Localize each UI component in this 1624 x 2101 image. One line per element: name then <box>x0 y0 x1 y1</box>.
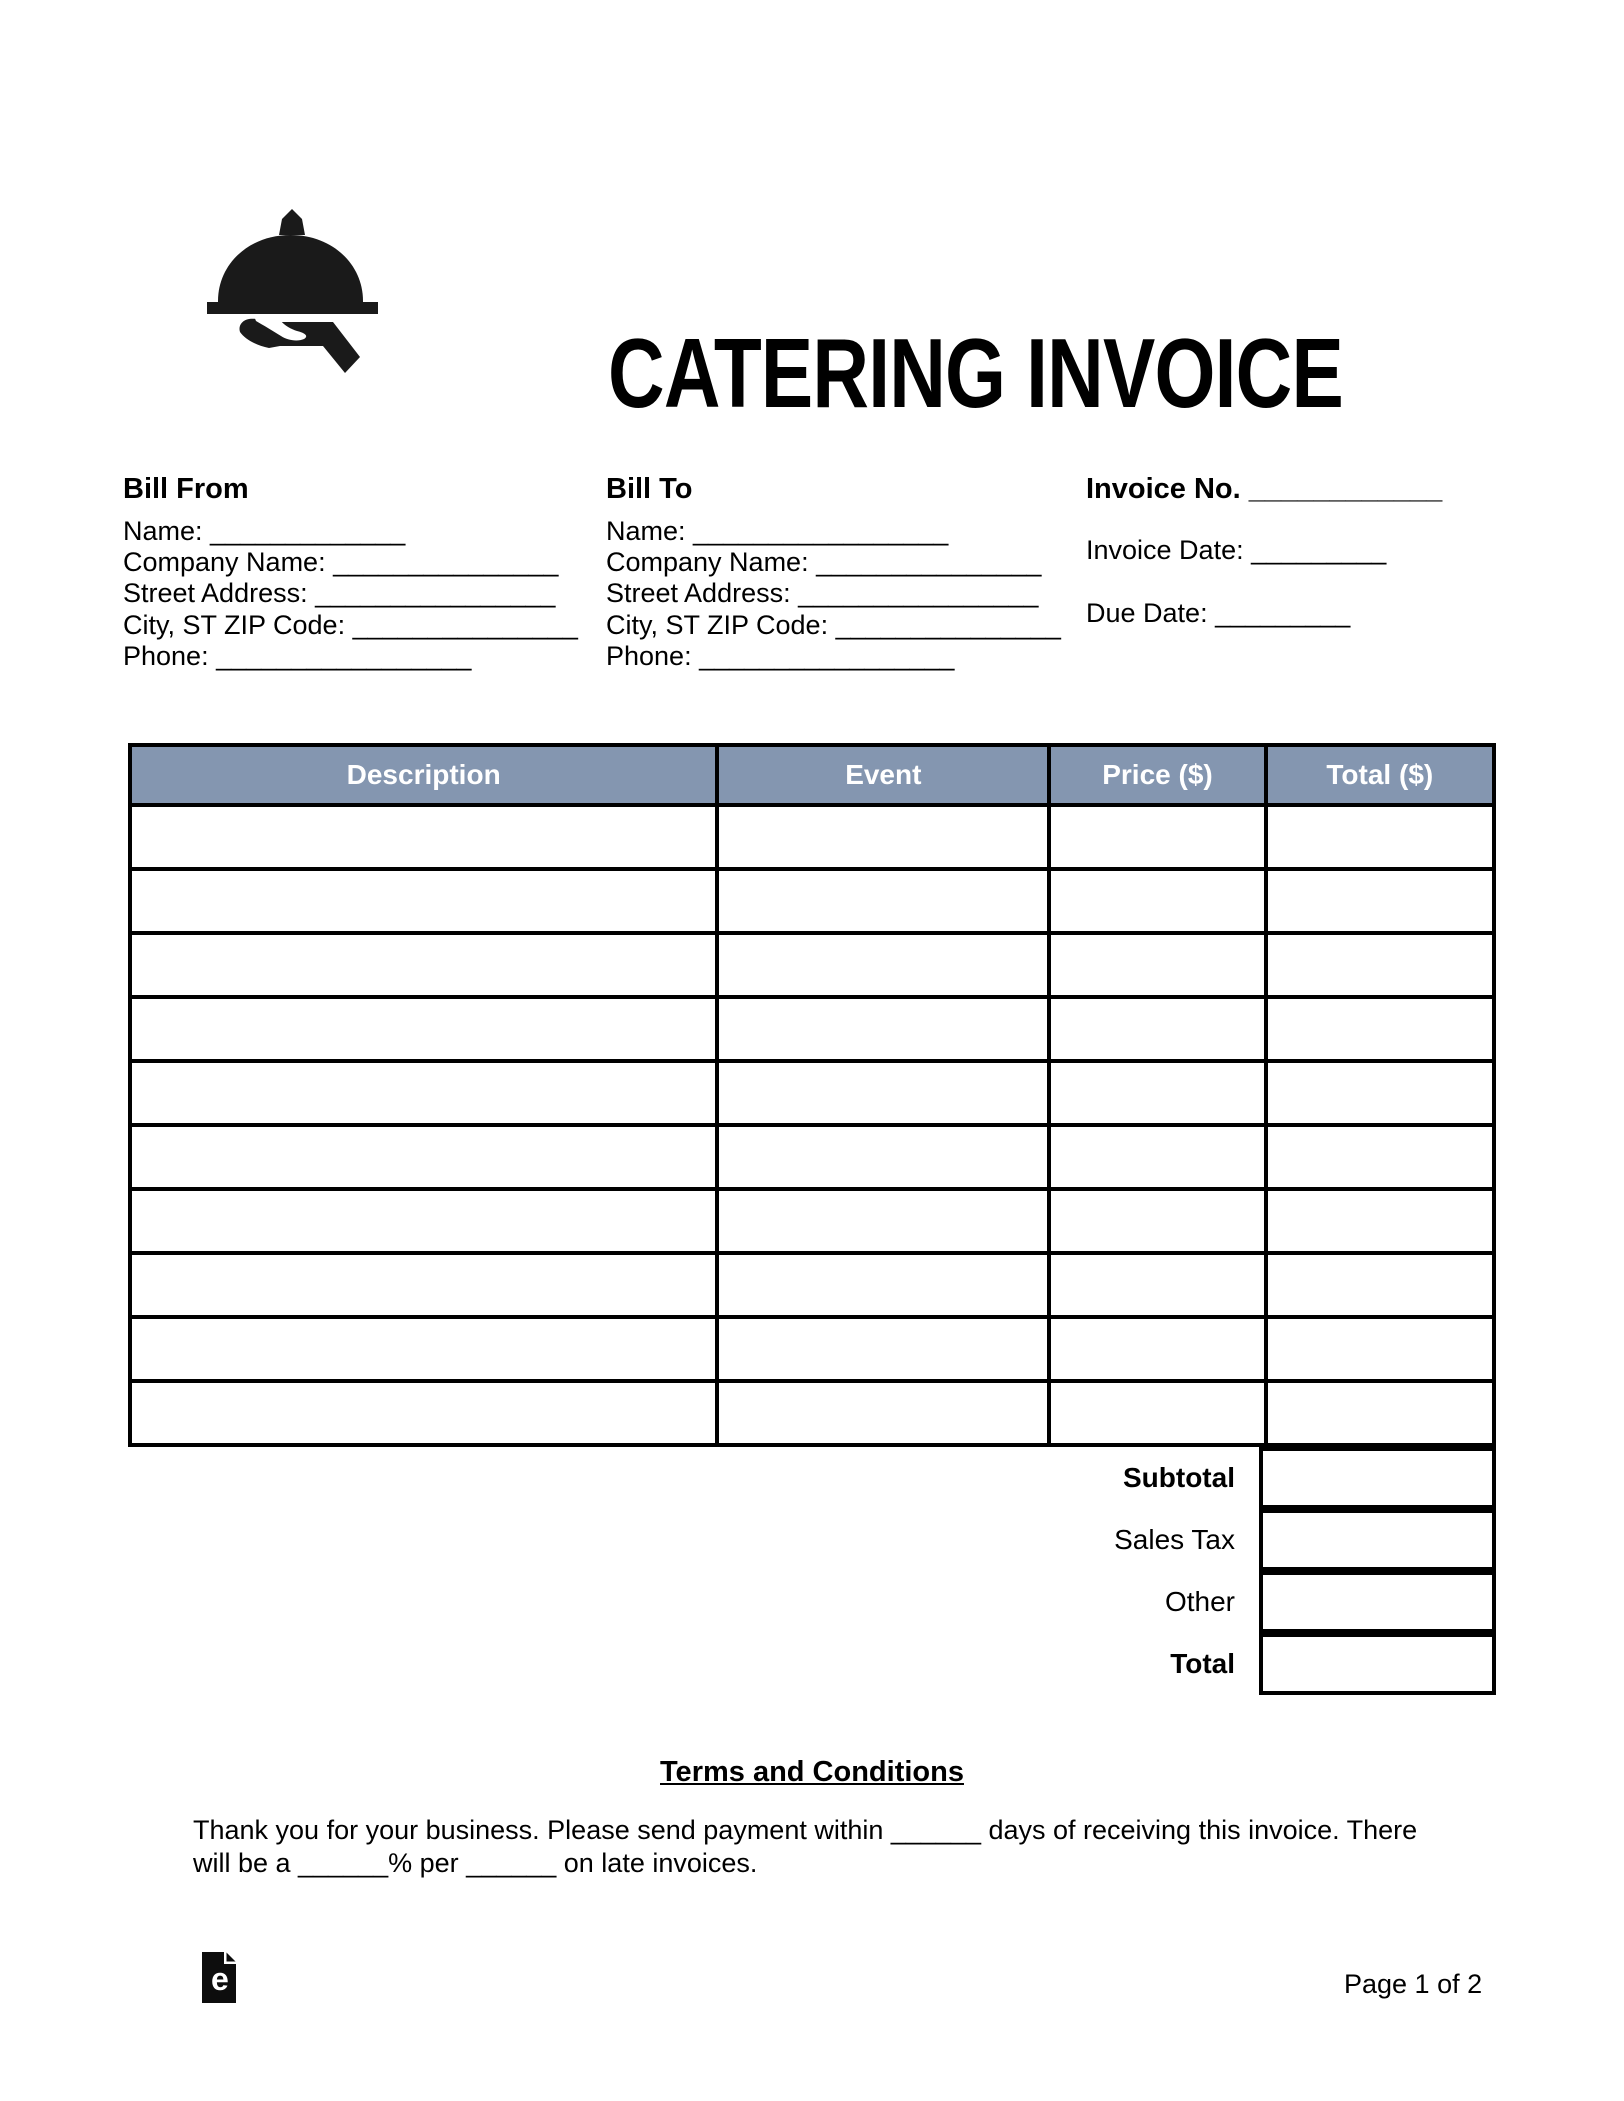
name-label: Name: <box>123 516 203 546</box>
bill-from-section <box>123 472 593 672</box>
table-cell[interactable] <box>1049 1125 1265 1189</box>
name-blank[interactable]: _________________ <box>693 516 949 546</box>
invoice-number-label: Invoice No. <box>1086 473 1241 505</box>
table-cell[interactable] <box>1049 805 1265 869</box>
column-header-price: Price ($) <box>1049 745 1265 805</box>
due-date-line <box>1086 598 1506 629</box>
table-cell[interactable] <box>717 869 1049 933</box>
page-number: Page 1 of 2 <box>1344 1969 1483 1999</box>
bill-from-name-line <box>123 516 593 547</box>
table-cell[interactable] <box>1266 1317 1494 1381</box>
items-table-header-row <box>130 745 1494 805</box>
table-cell[interactable] <box>717 1317 1049 1381</box>
subtotal-value-box[interactable] <box>1259 1447 1496 1509</box>
table-cell[interactable] <box>130 933 717 997</box>
street-label: Street Address: <box>606 578 791 609</box>
table-row <box>130 933 1494 997</box>
company-label: Company Name: <box>123 547 326 578</box>
bill-from-phone-line <box>123 641 593 672</box>
terms-line-1: Thank you for your business. Please send payment within ______ days of receiving this invoice. There <box>193 1815 1418 1845</box>
table-cell[interactable] <box>130 1381 717 1445</box>
items-table-body <box>130 805 1494 1445</box>
bill-to-section <box>606 472 1076 672</box>
other-value-box[interactable] <box>1259 1571 1496 1633</box>
terms-heading: Terms and Conditions <box>660 1756 964 1788</box>
bill-to-heading: Bill To <box>606 473 693 505</box>
subtotal-row <box>128 1447 1496 1509</box>
phone-label: Phone: <box>123 640 209 671</box>
name-label: Name: <box>606 516 686 546</box>
street-label: Street Address: <box>123 578 308 609</box>
company-blank[interactable]: _______________ <box>816 547 1042 578</box>
table-row <box>130 869 1494 933</box>
company-blank[interactable]: _______________ <box>333 547 559 578</box>
sales-tax-value-box[interactable] <box>1259 1509 1496 1571</box>
table-cell[interactable] <box>1266 1189 1494 1253</box>
bill-to-city-line <box>606 610 1076 641</box>
table-cell[interactable] <box>130 997 717 1061</box>
column-header-description: Description <box>130 745 717 805</box>
due-date-label: Due Date: <box>1086 598 1208 629</box>
invoice-date-blank[interactable]: _________ <box>1251 535 1387 565</box>
table-cell[interactable] <box>717 933 1049 997</box>
table-cell[interactable] <box>130 1189 717 1253</box>
other-row <box>128 1571 1496 1633</box>
table-cell[interactable] <box>1266 997 1494 1061</box>
table-cell[interactable] <box>1049 1317 1265 1381</box>
eforms-logo-icon <box>202 1952 236 2003</box>
sales-tax-label: Sales Tax <box>1114 1524 1235 1555</box>
table-cell[interactable] <box>717 1189 1049 1253</box>
table-row <box>130 1125 1494 1189</box>
bill-from-street-line <box>123 578 593 609</box>
table-cell[interactable] <box>130 1061 717 1125</box>
page-title: CATERING INVOICE <box>608 318 1343 428</box>
catering-cloche-icon <box>198 198 378 383</box>
phone-blank[interactable]: _________________ <box>216 640 472 671</box>
terms-paragraph <box>193 1814 1453 1880</box>
table-row <box>130 1189 1494 1253</box>
name-blank[interactable]: _____________ <box>210 516 406 546</box>
table-cell[interactable] <box>717 1061 1049 1125</box>
bill-from-company-line <box>123 547 593 578</box>
invoice-number-line <box>1086 472 1506 506</box>
table-cell[interactable] <box>1049 1253 1265 1317</box>
due-date-blank[interactable]: _________ <box>1215 598 1351 629</box>
table-row <box>130 805 1494 869</box>
street-blank[interactable]: ________________ <box>798 578 1039 609</box>
other-label: Other <box>1164 1586 1235 1617</box>
bill-to-street-line <box>606 578 1076 609</box>
table-cell[interactable] <box>1049 1189 1265 1253</box>
street-blank[interactable]: ________________ <box>315 578 556 609</box>
table-cell[interactable] <box>1266 805 1494 869</box>
invoice-date-line <box>1086 535 1506 566</box>
subtotal-label: Subtotal <box>1123 1462 1235 1493</box>
invoice-number-blank[interactable]: ____________ <box>1248 473 1443 505</box>
bill-from-city-line <box>123 610 593 641</box>
bill-to-company-line <box>606 547 1076 578</box>
city-blank[interactable]: _______________ <box>835 609 1061 640</box>
bill-from-heading: Bill From <box>123 473 249 505</box>
total-value-box[interactable] <box>1259 1633 1496 1695</box>
table-row <box>130 1253 1494 1317</box>
table-cell[interactable] <box>1049 933 1265 997</box>
table-cell[interactable] <box>1266 1061 1494 1125</box>
total-label: Total <box>1170 1648 1235 1679</box>
bill-to-name-line <box>606 516 1076 547</box>
table-cell[interactable] <box>1266 869 1494 933</box>
table-cell[interactable] <box>1049 869 1265 933</box>
table-cell[interactable] <box>1049 997 1265 1061</box>
sales-tax-row <box>128 1509 1496 1571</box>
table-cell[interactable] <box>717 1125 1049 1189</box>
bill-to-phone-line <box>606 641 1076 672</box>
terms-line-2: will be a ______% per ______ on late invoices. <box>193 1848 758 1878</box>
phone-blank[interactable]: _________________ <box>699 640 955 671</box>
column-header-total: Total ($) <box>1266 745 1494 805</box>
table-cell[interactable] <box>1049 1381 1265 1445</box>
total-row <box>128 1633 1496 1695</box>
table-row <box>130 1317 1494 1381</box>
city-label: City, ST ZIP Code: <box>606 609 829 640</box>
table-cell[interactable] <box>130 1253 717 1317</box>
table-cell[interactable] <box>1049 1061 1265 1125</box>
table-row <box>130 997 1494 1061</box>
table-row <box>130 1381 1494 1445</box>
svg-text:e: e <box>211 1961 229 1997</box>
table-cell[interactable] <box>717 1253 1049 1317</box>
phone-label: Phone: <box>606 640 692 671</box>
column-header-event: Event <box>717 745 1049 805</box>
items-table-section <box>128 743 1496 1695</box>
invoice-date-label: Invoice Date: <box>1086 535 1244 565</box>
table-cell[interactable] <box>717 1381 1049 1445</box>
invoice-meta-section <box>1086 472 1506 661</box>
table-cell[interactable] <box>130 1125 717 1189</box>
table-cell[interactable] <box>1266 1125 1494 1189</box>
table-cell[interactable] <box>717 805 1049 869</box>
table-cell[interactable] <box>717 997 1049 1061</box>
table-row <box>130 1061 1494 1125</box>
table-cell[interactable] <box>130 1317 717 1381</box>
table-cell[interactable] <box>130 869 717 933</box>
table-cell[interactable] <box>130 805 717 869</box>
company-label: Company Name: <box>606 547 809 578</box>
table-cell[interactable] <box>1266 1253 1494 1317</box>
table-cell[interactable] <box>1266 1381 1494 1445</box>
city-label: City, ST ZIP Code: <box>123 609 346 640</box>
items-table <box>128 743 1496 1447</box>
table-cell[interactable] <box>1266 933 1494 997</box>
city-blank[interactable]: _______________ <box>352 609 578 640</box>
